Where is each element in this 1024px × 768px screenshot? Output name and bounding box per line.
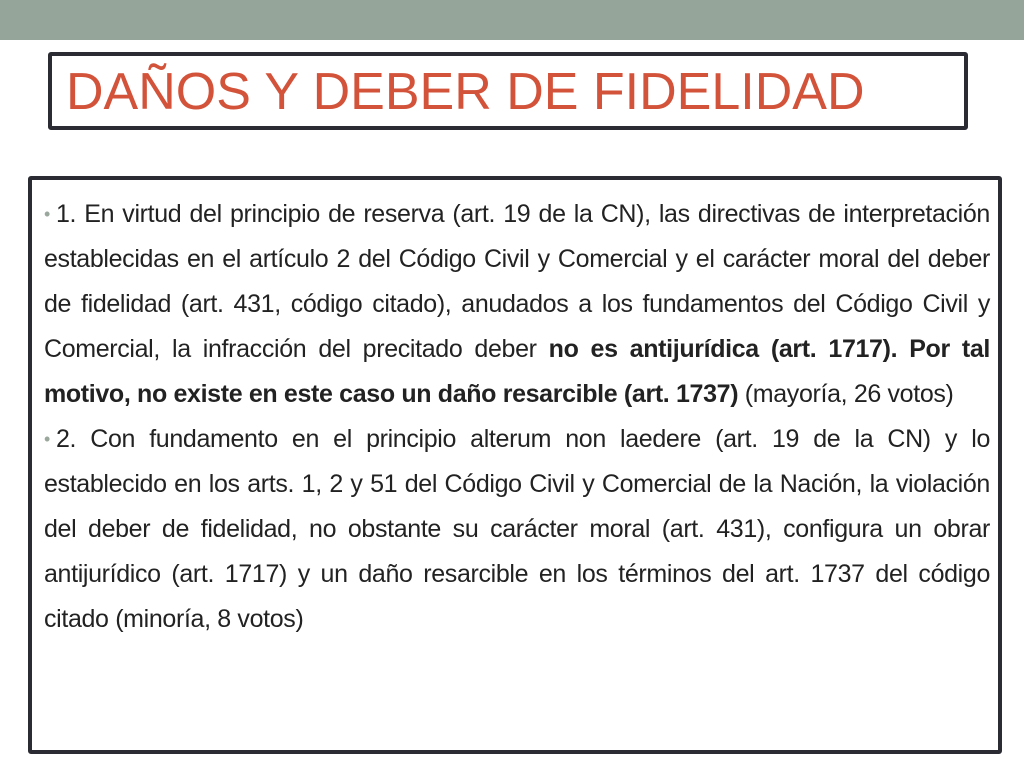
paragraph-2-text: 2. Con fundamento en el principio alterum non laedere (art. 19 de la CN) y lo establecido en los arts. 1, 2 y 51 del Código Civil y Comercial de la Nación, la violación del deber de fidelidad, no obstante su carácter moral (art. 431), configura un obrar antijurídico (art. 1717) y un daño resarcible en los términos del art. 1737 del código citado (minoría, 8 votos) (44, 425, 990, 633)
title-box (48, 52, 968, 130)
paragraph-1-bold-text: no es antijurídica (art. 1717). Por tal motivo, no existe en este caso un daño resarcible (art. 1737) (44, 335, 991, 408)
content-box (28, 176, 1002, 754)
content-body (44, 192, 990, 642)
top-accent-bar (0, 0, 1024, 40)
paragraph-1-tail-text: (mayoría, 26 votos) (738, 380, 954, 408)
bullet-icon: • (44, 204, 50, 224)
bullet-icon: • (44, 429, 50, 449)
slide-title: DAÑOS Y DEBER DE FIDELIDAD (66, 63, 865, 121)
paragraph-1-text: 1. En virtud del principio de reserva (art. 19 de la CN), las directivas de interpretación establecidas en el artículo 2 del Código Civil y Comercial y el carácter moral del deber de fidelidad (art. 431, código citado), anudados a los fundamentos del Código Civil y Comercial, la infracción del precitado deber (44, 200, 990, 363)
paragraph-2 (44, 417, 990, 642)
paragraph-1 (44, 192, 990, 417)
